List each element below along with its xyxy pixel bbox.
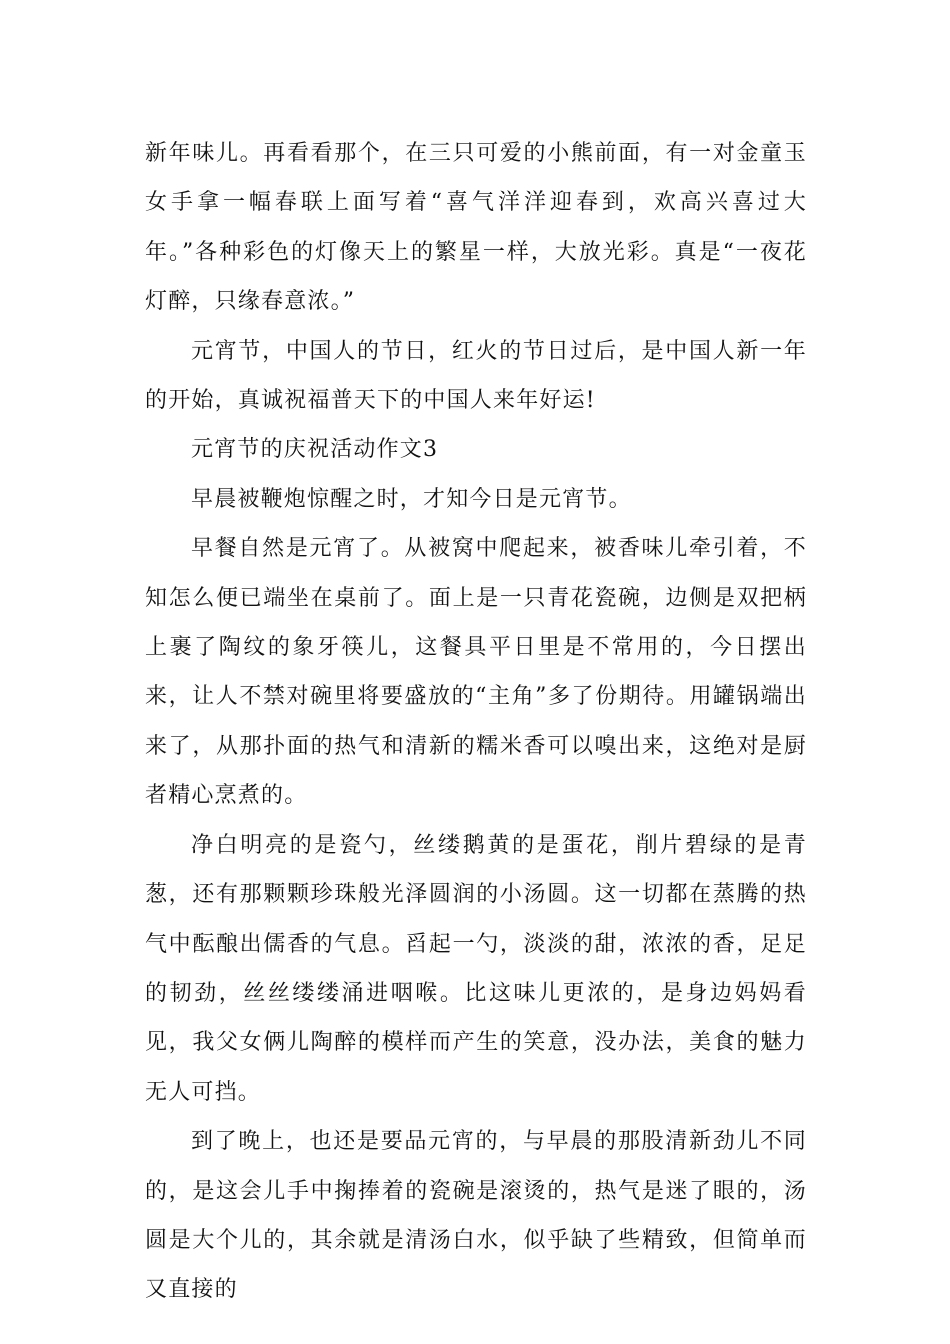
document-body (145, 129, 807, 1315)
paragraph-tangyuan: 净白明亮的是瓷勺，丝缕鹅黄的是蛋花，削片碧绿的是青葱，还有那颗颗珍珠般光泽圆润的小汤圆。这一切都在蒸腾的热气中酝酿出儒香的气息。舀起一勺，淡淡的甜，浓浓的香，足足的韧劲，丝丝缕缕涌进咽喉。比这味儿更浓的，是身边妈妈看见，我父女俩儿陶醉的模样而产生的笑意，没办法，美食的魅力无人可挡。 (145, 832, 807, 1105)
paragraph-breakfast: 早餐自然是元宵了。从被窝中爬起来，被香味儿牵引着，不知怎么便已端坐在桌前了。面上是一只青花瓷碗，边侧是双把柄上裹了陶纹的象牙筷儿，这餐具平日里是不常用的，今日摆出来，让人不禁对碗里将要盛放的“主角”多了份期待。用罐锅端出来了，从那扑面的热气和清新的糯米香可以嗅出来，这绝对是厨者精心烹煮的。 (145, 536, 807, 809)
paragraph-evening: 到了晚上，也还是要品元宵的，与早晨的那股清新劲儿不同的，是这会儿手中掬捧着的瓷碗是滚烫的，热气是迷了眼的，汤圆是大个儿的，其余就是清汤白水，似乎缺了些精致，但简单而又直接的 (145, 1129, 807, 1303)
paragraph-blessing: 元宵节，中国人的节日，红火的节日过后，是中国人新一年的开始，真诚祝福普天下的中国人来年好运! (145, 338, 807, 414)
section-heading: 元宵节的庆祝活动作文3 (191, 437, 439, 463)
paragraph-continuation: 新年味儿。再看看那个，在三只可爱的小熊前面，有一对金童玉女手拿一幅春联上面写着“喜气洋洋迎春到，欢高兴喜过大年。”各种彩色的灯像天上的繁星一样，大放光彩。真是“一夜花灯醉，只缘春意浓。” (145, 141, 807, 315)
paragraph-morning: 早晨被鞭炮惊醒之时，才知今日是元宵节。 (191, 486, 632, 512)
